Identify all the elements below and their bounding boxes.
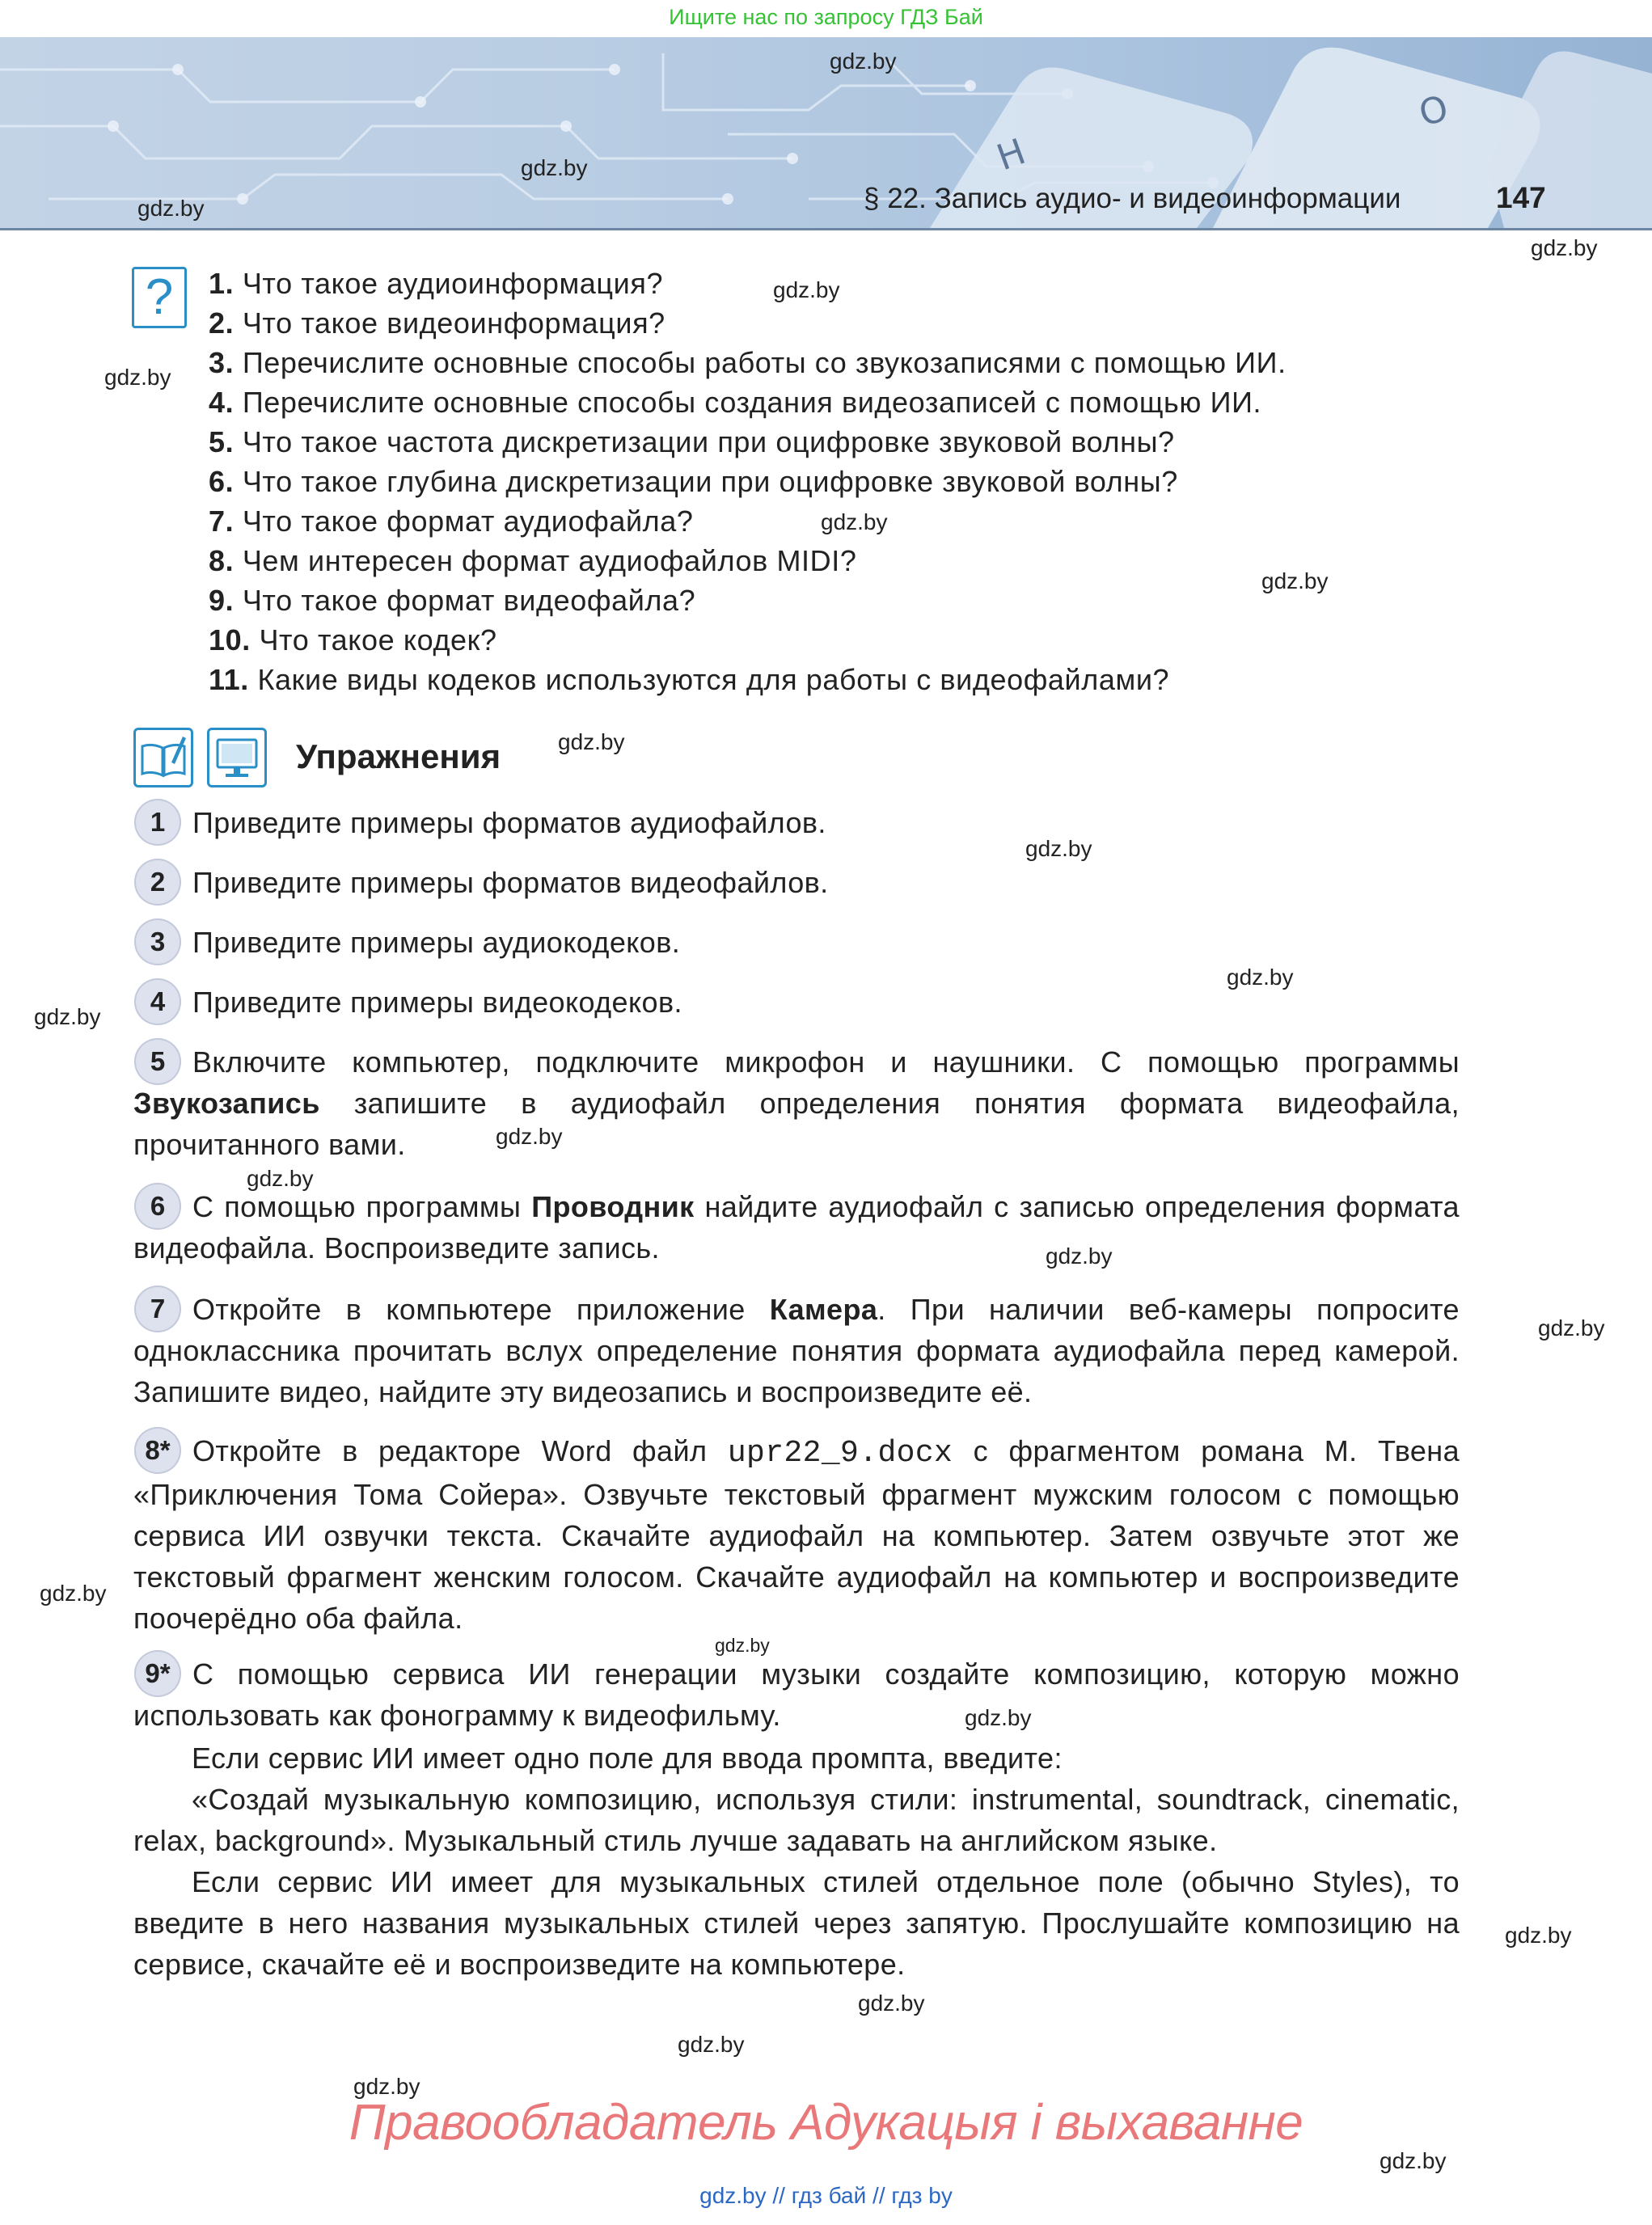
question-item: 11. Какие виды кодеков используются для работы с видеофайлами? <box>209 663 1170 696</box>
exercise-number-badge: 5 <box>134 1038 181 1085</box>
notebook-pen-icon <box>133 728 193 787</box>
watermark: gdz.by <box>715 1635 770 1656</box>
file-name: upr22_9.docx <box>727 1436 953 1471</box>
exercise-9-paragraph: Если сервис ИИ имеет для музыкальных стилей отдельное поле (обычно Styles), то введите в него названия музыкальных стилей через запятую. Прослушайте композицию на сервисе, скачайте её и воспроизведите на компьютере. <box>133 1865 1460 1981</box>
watermark: gdz.by <box>821 509 888 534</box>
question-item: 1. Что такое аудиоинформация? <box>209 267 664 300</box>
question-item: 5. Что такое частота дискретизации при оцифровке звуковой волны? <box>209 425 1175 458</box>
exercise-9: С помощью сервиса ИИ генерации музыки создайте композицию, которую можно использовать как фонограмму к видеофильму. <box>133 1657 1460 1732</box>
exercise-number-badge: 4 <box>134 978 181 1025</box>
watermark: gdz.by <box>1261 568 1329 593</box>
exercise-number-badge: 7 <box>134 1286 181 1332</box>
watermark: gdz.by <box>1505 1923 1572 1948</box>
circuit-decoration <box>0 37 1652 228</box>
exercise-number-badge: 1 <box>134 799 181 846</box>
bottom-links: gdz.by // гдз бай // гдз by <box>699 2183 953 2208</box>
page-number: 147 <box>1496 181 1546 214</box>
watermark: gdz.by <box>1538 1315 1605 1340</box>
exercise-9-paragraph: «Создай музыкальную композицию, используя стили: instrumental, soundtrack, cinematic, relax, background». Музыкальный стиль лучше задавать на английском языке. <box>133 1783 1460 1857</box>
exercise-7: Откройте в компьютере приложение Камера. При наличии веб-камеры попросите одноклассника прочитать вслух определение понятия формата аудиофайла перед камерой. Запишите видео, найдите эту видеозапись и воспроизведите её. <box>133 1293 1460 1408</box>
copyright-footer: Правообладатель Адукацыя і выхаванне <box>349 2095 1303 2151</box>
section-title: § 22. Запись аудио- и видеоинформации <box>864 183 1401 214</box>
exercise-number-badge: 6 <box>134 1183 181 1230</box>
watermark: gdz.by <box>1379 2148 1447 2173</box>
question-item: 4. Перечислите основные способы создания видеозаписей с помощью ИИ. <box>209 386 1262 419</box>
watermark: gdz.by <box>1531 235 1598 260</box>
svg-text:О: О <box>1414 87 1453 135</box>
watermark: gdz.by <box>137 196 205 221</box>
exercise-8: Откройте в редакторе Word файл upr22_9.docx с фрагментом романа М. Твена «Приключения Тома Сойера». Озвучьте текстовый фрагмент мужским голосом с помощью сервиса ИИ озвучки текста. Скачайте аудиофайл на компьютер. Затем озвучьте этот же текстовый фрагмент женским голосом. Скачайте аудиофайл на компьютер и воспроизведите поочерёдно оба файла. <box>133 1434 1460 1635</box>
exercise-number-badge: 8* <box>134 1427 181 1474</box>
questions-list <box>209 264 1287 699</box>
question-item: 6. Что такое глубина дискретизации при оцифровке звуковой волны? <box>209 465 1178 498</box>
watermark: gdz.by <box>830 49 897 74</box>
watermark: gdz.by <box>40 1581 107 1606</box>
watermark: gdz.by <box>247 1166 314 1191</box>
watermark: gdz.by <box>353 2074 420 2099</box>
question-item: 7. Что такое формат аудиофайла? <box>209 505 694 538</box>
svg-text:Н: Н <box>991 131 1031 179</box>
exercise-number-badge: 2 <box>134 859 181 906</box>
exercise-number-badge: 9* <box>134 1650 181 1697</box>
watermark: gdz.by <box>1227 965 1294 990</box>
watermark: gdz.by <box>1025 836 1092 861</box>
question-mark-icon: ? <box>132 267 187 328</box>
question-item: 3. Перечислите основные способы работы со звукозаписями с помощью ИИ. <box>209 346 1287 379</box>
exercise-3: Приведите примеры аудиокодеков. <box>192 926 681 959</box>
question-item: 8. Чем интересен формат аудиофайлов MIDI? <box>209 544 857 577</box>
watermark: gdz.by <box>965 1705 1032 1730</box>
exercise-6: С помощью программы Проводник найдите аудиофайл с записью определения формата видеофайла. Воспроизведите запись. <box>133 1190 1460 1264</box>
exercises-heading: Упражнения <box>296 737 501 775</box>
watermark: gdz.by <box>558 729 625 754</box>
top-notice: Ищите нас по запросу ГДЗ Бай <box>0 0 1652 37</box>
exercise-2: Приведите примеры форматов видеофайлов. <box>192 866 829 899</box>
exercise-5: Включите компьютер, подключите микрофон и наушники. С помощью программы Звукозапись запишите в аудиофайл определения понятия формата видеофайла, прочитанного вами. <box>133 1045 1460 1161</box>
exercise-1: Приведите примеры форматов аудиофайлов. <box>192 806 826 839</box>
header-banner <box>0 37 1652 228</box>
watermark: gdz.by <box>496 1124 563 1149</box>
watermark: gdz.by <box>521 155 588 180</box>
question-item: 2. Что такое видеоинформация? <box>209 306 665 340</box>
watermark: gdz.by <box>104 365 171 390</box>
exercise-9-paragraph: Если сервис ИИ имеет одно поле для ввода промпта, введите: <box>192 1742 1063 1775</box>
exercise-4: Приведите примеры видеокодеков. <box>192 986 682 1019</box>
watermark: gdz.by <box>1046 1243 1113 1269</box>
watermark: gdz.by <box>773 277 840 302</box>
watermark: gdz.by <box>678 2032 745 2057</box>
question-item: 10. Что такое кодек? <box>209 623 497 657</box>
question-item: 9. Что такое формат видеофайла? <box>209 584 696 617</box>
watermark: gdz.by <box>858 1991 925 2016</box>
watermark: gdz.by <box>34 1004 101 1029</box>
exercise-number-badge: 3 <box>134 918 181 965</box>
header-rule <box>0 228 1652 230</box>
computer-monitor-icon <box>207 728 267 787</box>
